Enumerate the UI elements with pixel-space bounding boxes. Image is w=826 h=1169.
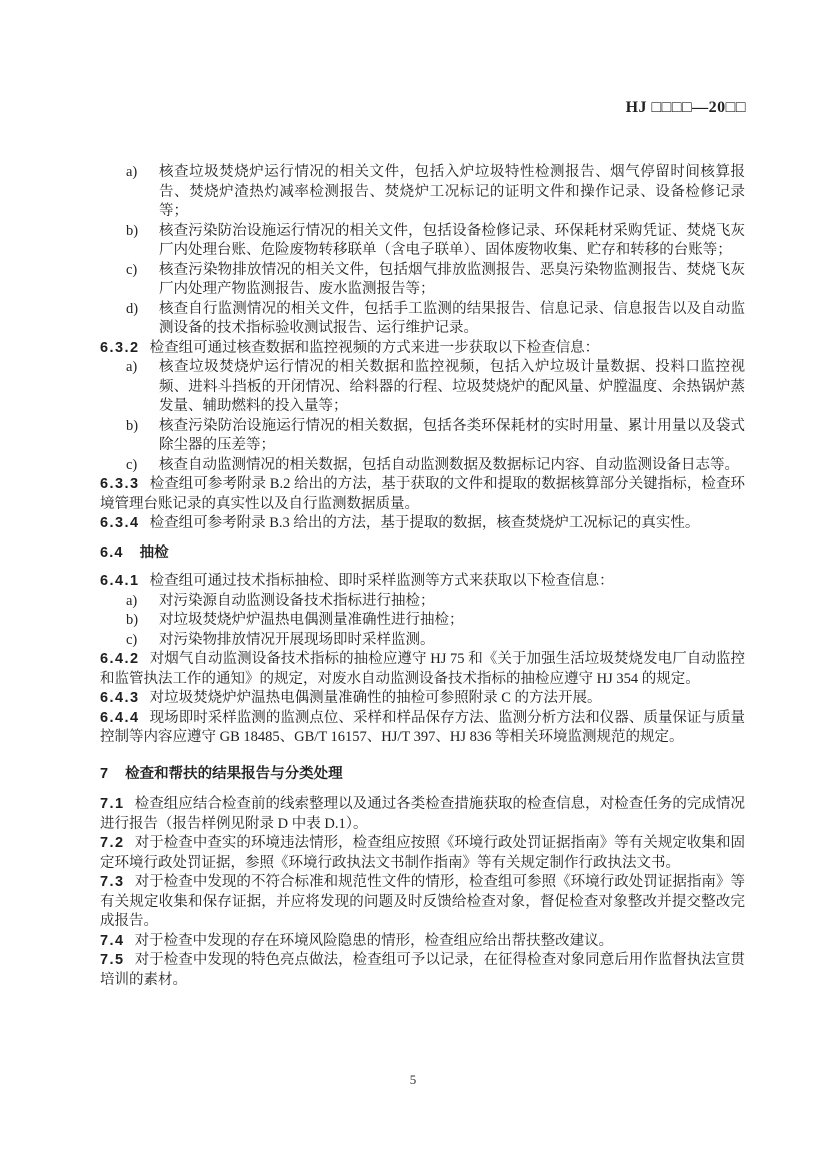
clause-number: 6.4.4 bbox=[100, 709, 140, 726]
clause-number: 6.4.3 bbox=[100, 690, 140, 706]
clause-number: 6.3.3 bbox=[100, 476, 140, 492]
list-item-marker: b) bbox=[126, 417, 139, 434]
clause-6-3-3 bbox=[100, 475, 745, 514]
list-631 bbox=[100, 163, 745, 339]
clause-number: 7.3 bbox=[100, 874, 125, 890]
list-item-text: 对垃圾焚烧炉炉温热电偶测量准确性进行抽检； bbox=[159, 612, 464, 628]
list-item-text: 核查垃圾焚烧炉运行情况的相关文件，包括入炉垃圾特性检测报告、烟气停留时间核算报告、焚烧炉渣热灼减率检测报告、焚烧炉工况标记的证明文件和操作记录、设备检修记录等； bbox=[159, 164, 745, 219]
clause-text: 对于检查中发现的存在环境风险隐患的情形，检查组应给出帮扶整改建议。 bbox=[134, 932, 614, 949]
clause-6-4-4 bbox=[100, 709, 745, 748]
list-item-marker: c) bbox=[126, 456, 138, 473]
clause-number: 6.3.2 bbox=[100, 339, 140, 356]
list-item bbox=[100, 358, 745, 417]
clause-7-4 bbox=[100, 932, 745, 952]
list-item bbox=[100, 261, 745, 300]
section-heading-7 bbox=[100, 765, 745, 785]
list-item-marker: a) bbox=[126, 592, 138, 609]
clause-7-3 bbox=[100, 873, 745, 932]
clause-number: 7.4 bbox=[100, 932, 125, 949]
list-item bbox=[100, 222, 745, 261]
list-item bbox=[100, 417, 745, 456]
clause-6-3-4 bbox=[100, 514, 745, 534]
clause-text: 检查组可参考附录 B.3 给出的方法，基于提取的数据，核查焚烧炉工况标记的真实性。 bbox=[149, 515, 700, 531]
list-item-marker: b) bbox=[126, 222, 139, 239]
clause-text: 对于检查中发现的特色亮点做法，检查组可予以记录，在征得检查对象同意后用作监督执法宣贯培训的素材。 bbox=[100, 952, 745, 988]
clause-6-4-3 bbox=[100, 689, 745, 709]
clause-text: 检查组可参考附录 B.2 给出的方法，基于获取的文件和提取的数据核算部分关键指标，检查环境管理台账记录的真实性以及自行监测数据质量。 bbox=[100, 476, 745, 512]
list-item-text: 核查污染物排放情况的相关文件，包括烟气排放监测报告、恶臭污染物监测报告、焚烧飞灰厂内处理产物监测报告、废水监测报告等； bbox=[159, 261, 745, 297]
list-item-text: 核查垃圾焚烧炉运行情况的相关数据和监控视频，包括入炉垃圾计量数据、投料口监控视频、进料斗挡板的开闭情况、给料器的行程、垃圾焚烧炉的配风量、炉膛温度、余热锅炉蒸发量、辅助燃料的投入量等； bbox=[159, 359, 745, 414]
list-item-marker: a) bbox=[126, 359, 138, 375]
section-heading-title: 检查和帮扶的结果报告与分类处理 bbox=[125, 765, 343, 782]
clause-number: 7.2 bbox=[100, 835, 125, 851]
clause-number: 6.4.2 bbox=[100, 651, 140, 667]
list-item-text: 对污染源自动监测设备技术指标进行抽检； bbox=[159, 592, 435, 609]
clause-text: 对于检查中查实的环境违法情形，检查组应按照《环境行政处罚证据指南》等有关规定收集和固定环境行政处罚证据，参照《环境行政执法文书制作指南》等有关规定制作行政执法文书。 bbox=[100, 835, 745, 871]
section-heading-number: 7 bbox=[100, 765, 110, 782]
clause-6-4-1 bbox=[100, 572, 745, 592]
list-item-marker: c) bbox=[126, 631, 138, 648]
list-item-text: 核查污染防治设施运行情况的相关数据，包括各类环保耗材的实时用量、累计用量以及袋式除尘器的压差等； bbox=[159, 417, 745, 453]
section-heading-6-4 bbox=[100, 544, 745, 564]
list-item bbox=[100, 163, 745, 222]
list-item bbox=[100, 631, 745, 651]
section-heading-title: 抽检 bbox=[139, 544, 169, 561]
clause-7-5 bbox=[100, 951, 745, 990]
clause-text: 现场即时采样监测的监测点位、采样和样品保存方法、监测分析方法和仪器、质量保证与质量控制等内容应遵守 GB 18485、GB/T 16157、HJ/T 397、HJ 836 等相关环境监测规范的规定。 bbox=[100, 709, 745, 745]
clause-text: 检查组应结合检查前的线索整理以及通过各类检查措施获取的检查信息，对检查任务的完成情况进行报告（报告样例见附录 D 中表 D.1）。 bbox=[100, 796, 745, 832]
list-item-text: 核查自动监测情况的相关数据，包括自动监测数据及数据标记内容、自动监测设备日志等。 bbox=[159, 456, 739, 473]
list-item bbox=[100, 611, 745, 631]
list-item-marker: d) bbox=[126, 300, 139, 317]
clause-number: 7.1 bbox=[100, 796, 125, 812]
list-item-marker: a) bbox=[126, 164, 138, 180]
list-item-marker: b) bbox=[126, 612, 139, 628]
header-doc-number: HJ □□□□—20□□ bbox=[625, 99, 746, 116]
clause-number: 7.5 bbox=[100, 952, 125, 968]
document-content bbox=[100, 163, 745, 990]
section-heading-number: 6.4 bbox=[100, 544, 124, 561]
list-item-text: 核查污染防治设施运行情况的相关文件，包括设备检修记录、环保耗材采购凭证、焚烧飞灰厂内处理台账、危险废物转移联单（含电子联单）、固体废物收集、贮存和转移的台账等； bbox=[159, 222, 745, 258]
page-number: 5 bbox=[409, 1072, 417, 1087]
list-item-marker: c) bbox=[126, 261, 138, 278]
clause-number: 6.4.1 bbox=[100, 573, 140, 589]
list-item-text: 对污染物排放情况开展现场即时采样监测。 bbox=[159, 631, 435, 648]
clause-text: 检查组可通过核查数据和监控视频的方式来进一步获取以下检查信息： bbox=[149, 339, 600, 356]
list-item-text: 核查自行监测情况的相关文件，包括手工监测的结果报告、信息记录、信息报告以及自动监测设备的技术指标验收测试报告、运行维护记录。 bbox=[159, 300, 745, 336]
clause-text: 对于检查中发现的不符合标准和规范性文件的情形，检查组可参照《环境行政处罚证据指南》等有关规定收集和保存证据，并应将发现的问题及时反馈给检查对象，督促检查对象整改并提交整改完成报告。 bbox=[100, 874, 745, 929]
list-item bbox=[100, 592, 745, 612]
clause-7-2 bbox=[100, 834, 745, 873]
clause-text: 对烟气自动监测设备技术指标的抽检应遵守 HJ 75 和《关于加强生活垃圾焚烧发电厂自动监控和监管执法工作的通知》的规定，对废水自动监测设备技术指标的抽检应遵守 HJ 354 的规定。 bbox=[100, 651, 745, 687]
clause-number: 6.3.4 bbox=[100, 515, 140, 531]
clause-text: 对垃圾焚烧炉炉温热电偶测量准确性的抽检可参照附录 C 的方法开展。 bbox=[149, 690, 602, 706]
list-item bbox=[100, 300, 745, 339]
list-641 bbox=[100, 592, 745, 651]
clause-6-3-2 bbox=[100, 339, 745, 359]
clause-text: 检查组可通过技术指标抽检、即时采样监测等方式来获取以下检查信息： bbox=[149, 573, 614, 589]
list-632 bbox=[100, 358, 745, 475]
clause-7-1 bbox=[100, 795, 745, 834]
list-item bbox=[100, 456, 745, 476]
clause-6-4-2 bbox=[100, 650, 745, 689]
